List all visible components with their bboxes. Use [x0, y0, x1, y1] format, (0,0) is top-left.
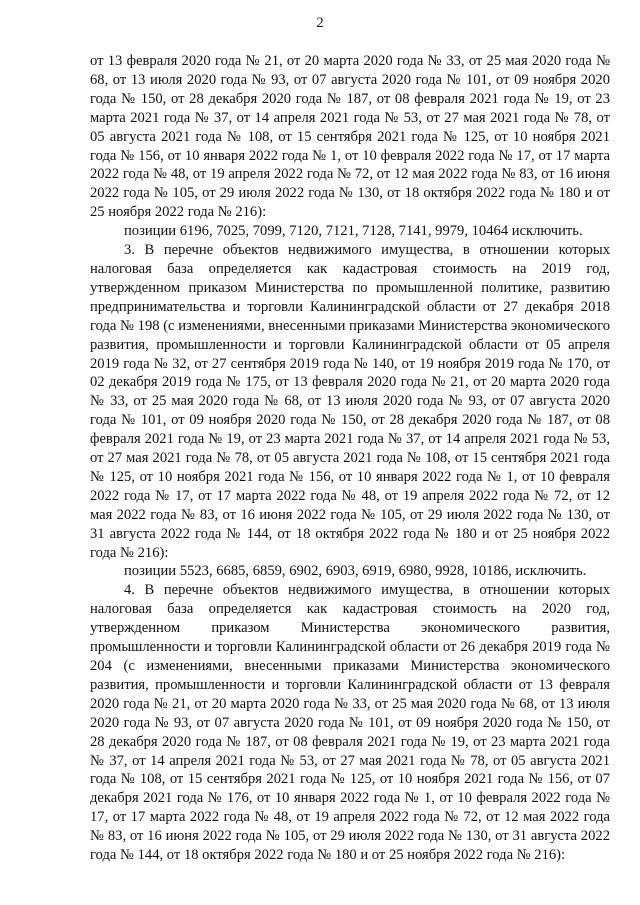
document-body	[90, 52, 610, 865]
paragraph-item-3: 3. В перечне объектов недвижимого имущества, в отношении которых налоговая база определяется как кадастровая стоимость на 2019 год, утвержденном приказом Министерства по промышленной политике, развитию предпринимательства и торговли Калининградской области от 27 декабря 2018 года № 198 (с изменениями, внесенными приказами Министерства экономического развития, промышленности и торговли Калининградской области от 05 апреля 2019 года № 32, от 27 сентября 2019 года № 140, от 19 ноября 2019 года № 170, от 02 декабря 2019 года № 175, от 13 февраля 2020 года № 21, от 20 марта 2020 года № 33, от 25 мая 2020 года № 68, от 13 июля 2020 года № 93, от 07 августа 2020 года № 101, от 09 ноября 2020 года № 150, от 28 декабря 2020 года № 187, от 08 февраля 2021 года № 19, от 23 марта 2021 года № 37, от 14 апреля 2021 года № 53, от 27 мая 2021 года № 78, от 05 августа 2021 года № 108, от 15 сентября 2021 года № 125, от 10 ноября 2021 года № 156, от 10 января 2022 года № 1, от 10 февраля 2022 года № 17, от 17 марта 2022 года № 48, от 19 апреля 2022 года № 72, от 12 мая 2022 года № 83, от 16 июня 2022 года № 105, от 29 июля 2022 года № 130, от 31 августа 2022 года № 144, от 18 октября 2022 года № 180 и от 25 ноября 2022 года № 216):	[90, 242, 610, 561]
paragraph-exclusion-positions-2019: позиции 6196, 7025, 7099, 7120, 7121, 7128, 7141, 9979, 10464 исключить.	[124, 223, 583, 240]
paragraph-item-4: 4. В перечне объектов недвижимого имущества, в отношении которых налоговая база определяется как кадастровая стоимость на 2020 год, утвержденном приказом Министерства экономического развития, промышленности и торговли Калининградской области от 26 декабря 2019 года № 204 (с изменениями, внесенными приказами Министерства экономического развития, промышленности и торговли Калининградской области от 13 февраля 2020 года № 21, от 20 марта 2020 года № 33, от 25 мая 2020 года № 68, от 13 июля 2020 года № 93, от 07 августа 2020 года № 101, от 09 ноября 2020 года № 150, от 28 декабря 2020 года № 187, от 08 февраля 2021 года № 19, от 23 марта 2021 года № 37, от 14 апреля 2021 года № 53, от 27 мая 2021 года № 78, от 05 августа 2021 года № 108, от 15 сентября 2021 года № 125, от 10 ноября 2021 года № 156, от 07 декабря 2021 года № 176, от 10 января 2022 года № 1, от 10 февраля 2022 года № 17, от 17 марта 2022 года № 48, от 19 апреля 2022 года № 72, от 12 мая 2022 года № 83, от 16 июня 2022 года № 105, от 29 июля 2022 года № 130, от 31 августа 2022 года № 144, от 18 октября 2022 года № 180 и от 25 ноября 2022 года № 216):	[90, 582, 610, 864]
paragraph-continuation: от 13 февраля 2020 года № 21, от 20 марта 2020 года № 33, от 25 мая 2020 года № 68, от 13 июля 2020 года № 93, от 07 августа 2020 года № 101, от 09 ноября 2020 года № 150, от 28 декабря 2020 года № 187, от 08 февраля 2021 года № 19, от 23 марта 2021 года № 37, от 14 апреля 2021 года № 53, от 27 мая 2021 года № 78, от 05 августа 2021 года № 108, от 15 сентября 2021 года № 125, от 10 ноября 2021 года № 156, от 10 января 2022 года № 1, от 10 февраля 2022 года № 17, от 17 марта 2022 года № 48, от 19 апреля 2022 года № 72, от 12 мая 2022 года № 83, от 16 июня 2022 года № 105, от 29 июля 2022 года № 130, от 18 октября 2022 года № 180 и от 25 ноября 2022 года № 216):	[90, 53, 610, 221]
page-number: 2	[316, 15, 324, 31]
paragraph-exclusion-positions-2020: позиции 5523, 6685, 6859, 6902, 6903, 6919, 6980, 9928, 10186, исключить.	[124, 563, 587, 580]
